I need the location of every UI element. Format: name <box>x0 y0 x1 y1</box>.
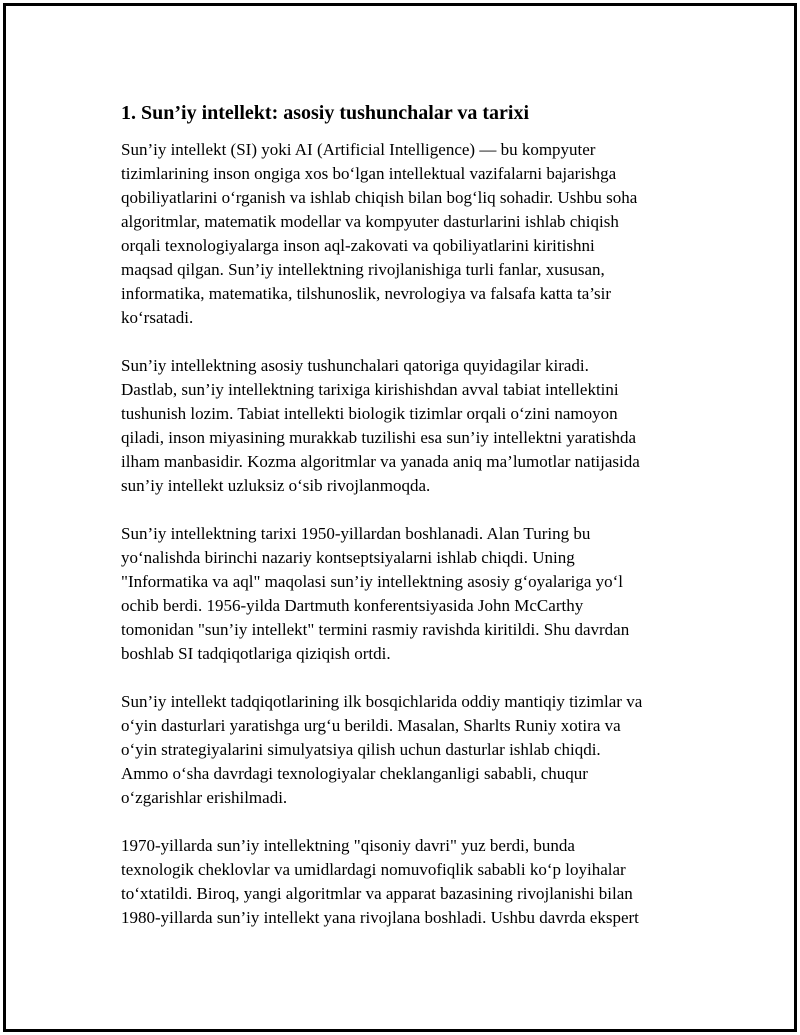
paragraph-1970s: 1970-yillarda sun’iy intellektning "qisoniy davri" yuz berdi, bunda texnologik cheklovlar va umidlardagi nomuvofiqlik sababli ko‘p loyihalar to‘xtatildi. Biroq, yangi algoritmlar va apparat bazasining rivojlanishi bilan 1980-yillarda sun’iy intellekt yana rivojlana boshladi. Ushbu davrda ekspert <box>121 836 639 927</box>
paragraph-concepts: Sun’iy intellektning asosiy tushunchalari qatoriga quyidagilar kiradi. Dastlab, sun’iy intellektning tarixiga kirishishdan avval tabiat intellektini tushunish lozim. Tabiat intellekti biologik tizimlar orqali o‘zini namoyon qiladi, inson miyasining murakkab tuzilishi esa sun’iy intellektni yaratishda ilham manbasidir. Kozma algoritmlar va yanada aniq ma’lumotlar natijasida sun’iy intellekt uzluksiz o‘sib rivojlanmoqda. <box>121 356 640 495</box>
paragraph-early-research: Sun’iy intellekt tadqiqotlarining ilk bosqichlarida oddiy mantiqiy tizimlar va o‘yin dasturlari yaratishga urg‘u berildi. Masalan, Sharlts Runiy xotira va o‘yin strategiyalarini simulyatsiya qilish uchun dasturlar ishlab chiqdi. Ammo o‘sha davrdagi texnologiyalar cheklanganligi sababli, chuqur o‘zgarishlar erishilmadi. <box>121 692 643 807</box>
document-body <box>121 100 701 954</box>
paragraph-history: Sun’iy intellektning tarixi 1950-yillardan boshlanadi. Alan Turing bu yo‘nalishda birinchi nazariy kontseptsiyalarni ishlab chiqdi. Uning "Informatika va aql" maqolasi sun’iy intellektning asosiy g‘oyalariga yo‘l ochib berdi. 1956-yilda Dartmuth konferentsiyasida John McCarthy tomonidan "sun’iy intellekt" termini rasmiy ravishda kiritildi. Shu davrdan boshlab SI tadqiqotlariga qiziqish ortdi. <box>121 524 630 663</box>
section-heading: 1. Sun’iy intellekt: asosiy tushunchalar va tarixi <box>121 102 530 124</box>
page-frame <box>3 3 797 1032</box>
paragraph-definition: Sun’iy intellekt (SI) yoki AI (Artificial Intelligence) — bu kompyuter tizimlarining inson ongiga xos bo‘lgan intellektual vazifalarni bajarishga qobiliyatlarini o‘rganish va ishlab chiqish bilan bog‘liq sohadir. Ushbu soha algoritmlar, matematik modellar va kompyuter dasturlarini ishlab chiqish orqali texnologiyalarga inson aql-zakovati va qobiliyatlarini kiritishni maqsad qilgan. Sun’iy intellektning rivojlanishiga turli fanlar, xususan, informatika, matematika, tilshunoslik, nevrologiya va falsafa katta ta’sir ko‘rsatadi. <box>121 140 638 327</box>
